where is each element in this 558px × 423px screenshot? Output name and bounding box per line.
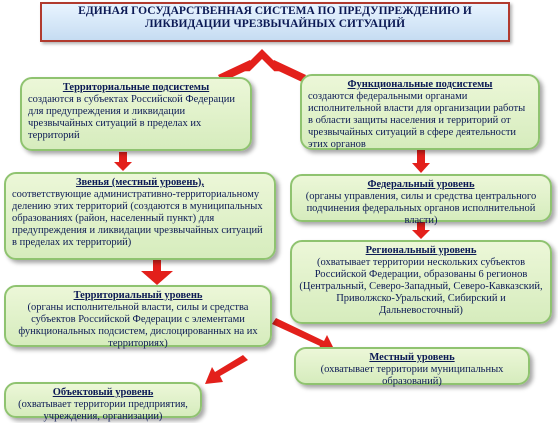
arrow-down-right-1	[412, 150, 430, 173]
object-level-title: Объектовый уровень	[52, 387, 154, 398]
federal-level-text: (органы управления, силы и средства центрального подчинения федеральных органов исполнительной власти)	[305, 191, 537, 226]
territorial-subsystems-title: Территориальные подсистемы	[62, 82, 210, 93]
federal-level-box	[290, 174, 552, 226]
regional-level-box	[290, 240, 552, 324]
functional-subsystems-title: Функциональные подсистемы	[347, 79, 493, 90]
territorial-subsystems-text: создаются в субъектах Российской Федерации для предупреждения и ликвидации чрезвычайных ситуаций в пределах их территорий	[28, 94, 235, 141]
local-level-title: Местный уровень	[369, 352, 455, 363]
links-local-text: соответствующие административно-территориальному делению этих территорий (создаются в муниципальных образованиях (район, населенный пункт) для предупреждения и ликвидации чрезвычайных ситуаций в пределах их территорий)	[12, 189, 263, 248]
regional-level-text: (охватывает территории нескольких субъектов Российской Федерации, образованы 6 регионов (Центральный, Северо-Западный, Северо-Кавказский, Приволжско-Уральский, Сибирский и Дальневосточный)	[299, 257, 543, 316]
territorial-subsystems-box	[20, 77, 252, 151]
functional-subsystems-text: создаются федеральными органами исполнительной власти для организации работы в области защиты населения и территорий от чрезвычайных ситуаций в сфере деятельности этих органов	[308, 91, 526, 150]
functional-subsystems-box	[300, 74, 540, 150]
territorial-level-title: Территориальный уровень	[73, 290, 203, 301]
territorial-level-text: (органы исполнительной власти, силы и средства субъектов Российской Федерации с элементами функциональных подсистем, дислоцированных на их территориях)	[18, 302, 258, 349]
object-level-text: (охватывает территории предприятия, учреждения, организации)	[18, 399, 188, 422]
links-local-title: Звенья (местный уровень),	[75, 177, 205, 188]
arrow-to-object	[205, 355, 248, 384]
territorial-level-box	[4, 285, 272, 347]
local-level-text: (охватывает территории муниципальных образований)	[320, 364, 504, 387]
regional-level-title: Региональный уровень	[365, 245, 477, 256]
system-title: ЕДИНАЯ ГОСУДАРСТВЕННАЯ СИСТЕМА ПО ПРЕДУПРЕЖДЕНИЮ И ЛИКВИДАЦИИ ЧРЕЗВЫЧАЙНЫХ СИТУАЦИЙ	[78, 5, 472, 30]
federal-level-title: Федеральный уровень	[367, 179, 475, 190]
links-local-box	[4, 172, 276, 260]
arrow-down-left-1	[114, 152, 132, 171]
object-level-box	[4, 382, 202, 422]
local-level-box	[294, 347, 530, 385]
